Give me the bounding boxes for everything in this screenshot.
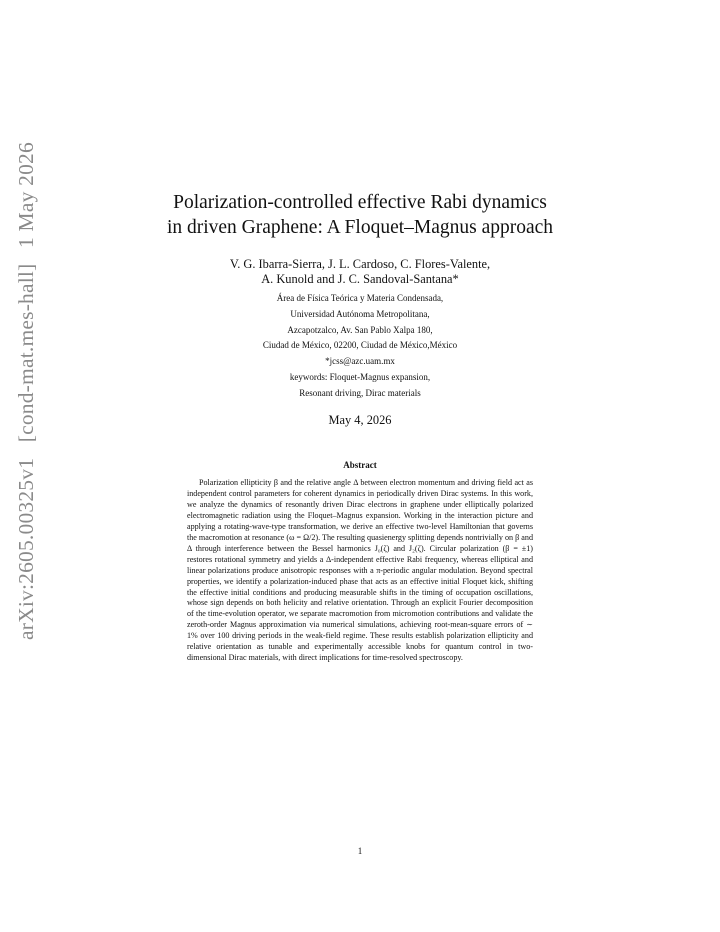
affiliation-line: Área de Física Teórica y Materia Condensada, <box>276 293 444 303</box>
abstract-text: Polarization ellipticity β and the relative angle Δ between electron momentum and driving field act as independent control parameters for coherent dynamics in periodically driven Dirac systems. In this work, we analyze the dynamics of resonantly driven Dirac electrons in graphene under elliptically polarized electromagnetic radiation using the Floquet–Magnus expansion. Working in the interaction picture and applying a rotating-wave-type transformation, we derive an effective two-level Hamiltonian that governs the macromotion at resonance (ω = Ω/2). The resulting quasienergy splitting depends nontrivially on β and Δ through interference between the Bessel harmonics J₀(ζ) and J₂(ζ). Circular polarization (β = ±1) restores rotational symmetry and yields a Δ-independent effective Rabi frequency, whereas elliptical and linear polarizations produce anisotropic responses with a π-periodic angular modulation. Beyond spectral properties, we identify a polarization-induced phase that acts as an effective initial Floquet kick, shifting the effective initial conditions and producing measurable shifts in the timing of occupation oscillations, whose sign depends on both helicity and relative orientation. Through an explicit Fourier decomposition of the time-evolution operator, we separate macromotion from micromotion contributions and validate the zeroth-order Magnus approximation via numerical simulations, achieving root-mean-square errors of ∼ 1% over 100 driving periods in the weak-field regime. These results establish polarization ellipticity and relative orientation as tunable and experimentally accessible knobs for quantum control in two-dimensional Dirac materials, with direct implications for time-resolved spectroscopy. <box>187 478 533 663</box>
keywords-line: keywords: Floquet-Magnus expansion, <box>289 371 431 382</box>
page-number: 1 <box>357 846 363 856</box>
affiliation-line: Ciudad de México, 02200, Ciudad de México,México <box>262 340 458 351</box>
arxiv-category: [cond-mat.mes-hall] <box>14 263 38 443</box>
paper-title <box>0 190 720 240</box>
authors-line-2: A. Kunold and J. C. Sandoval-Santana* <box>261 272 459 286</box>
title-line-1: Polarization-controlled effective Rabi dynamics <box>173 192 547 213</box>
abstract-heading: Abstract <box>343 460 377 470</box>
arxiv-date: 1 May 2026 <box>14 142 38 248</box>
authors-line-1: V. G. Ibarra-Sierra, J. L. Cardoso, C. Flores-Valente, <box>229 257 491 271</box>
affiliation-line: Universidad Autónoma Metropolitana, <box>290 308 430 319</box>
author-list <box>0 257 720 287</box>
paper-date: May 4, 2026 <box>328 413 392 427</box>
title-line-2: in driven Graphene: A Floquet–Magnus approach <box>166 217 554 238</box>
affiliation-block <box>0 291 720 402</box>
keywords-line: Resonant driving, Dirac materials <box>299 387 421 398</box>
affiliation-line: Azcapotzalco, Av. San Pablo Xalpa 180, <box>287 324 433 335</box>
corresponding-email: *jcss@azc.uam.mx <box>325 356 395 367</box>
arxiv-id: arXiv:2605.00325v1 <box>14 457 38 640</box>
